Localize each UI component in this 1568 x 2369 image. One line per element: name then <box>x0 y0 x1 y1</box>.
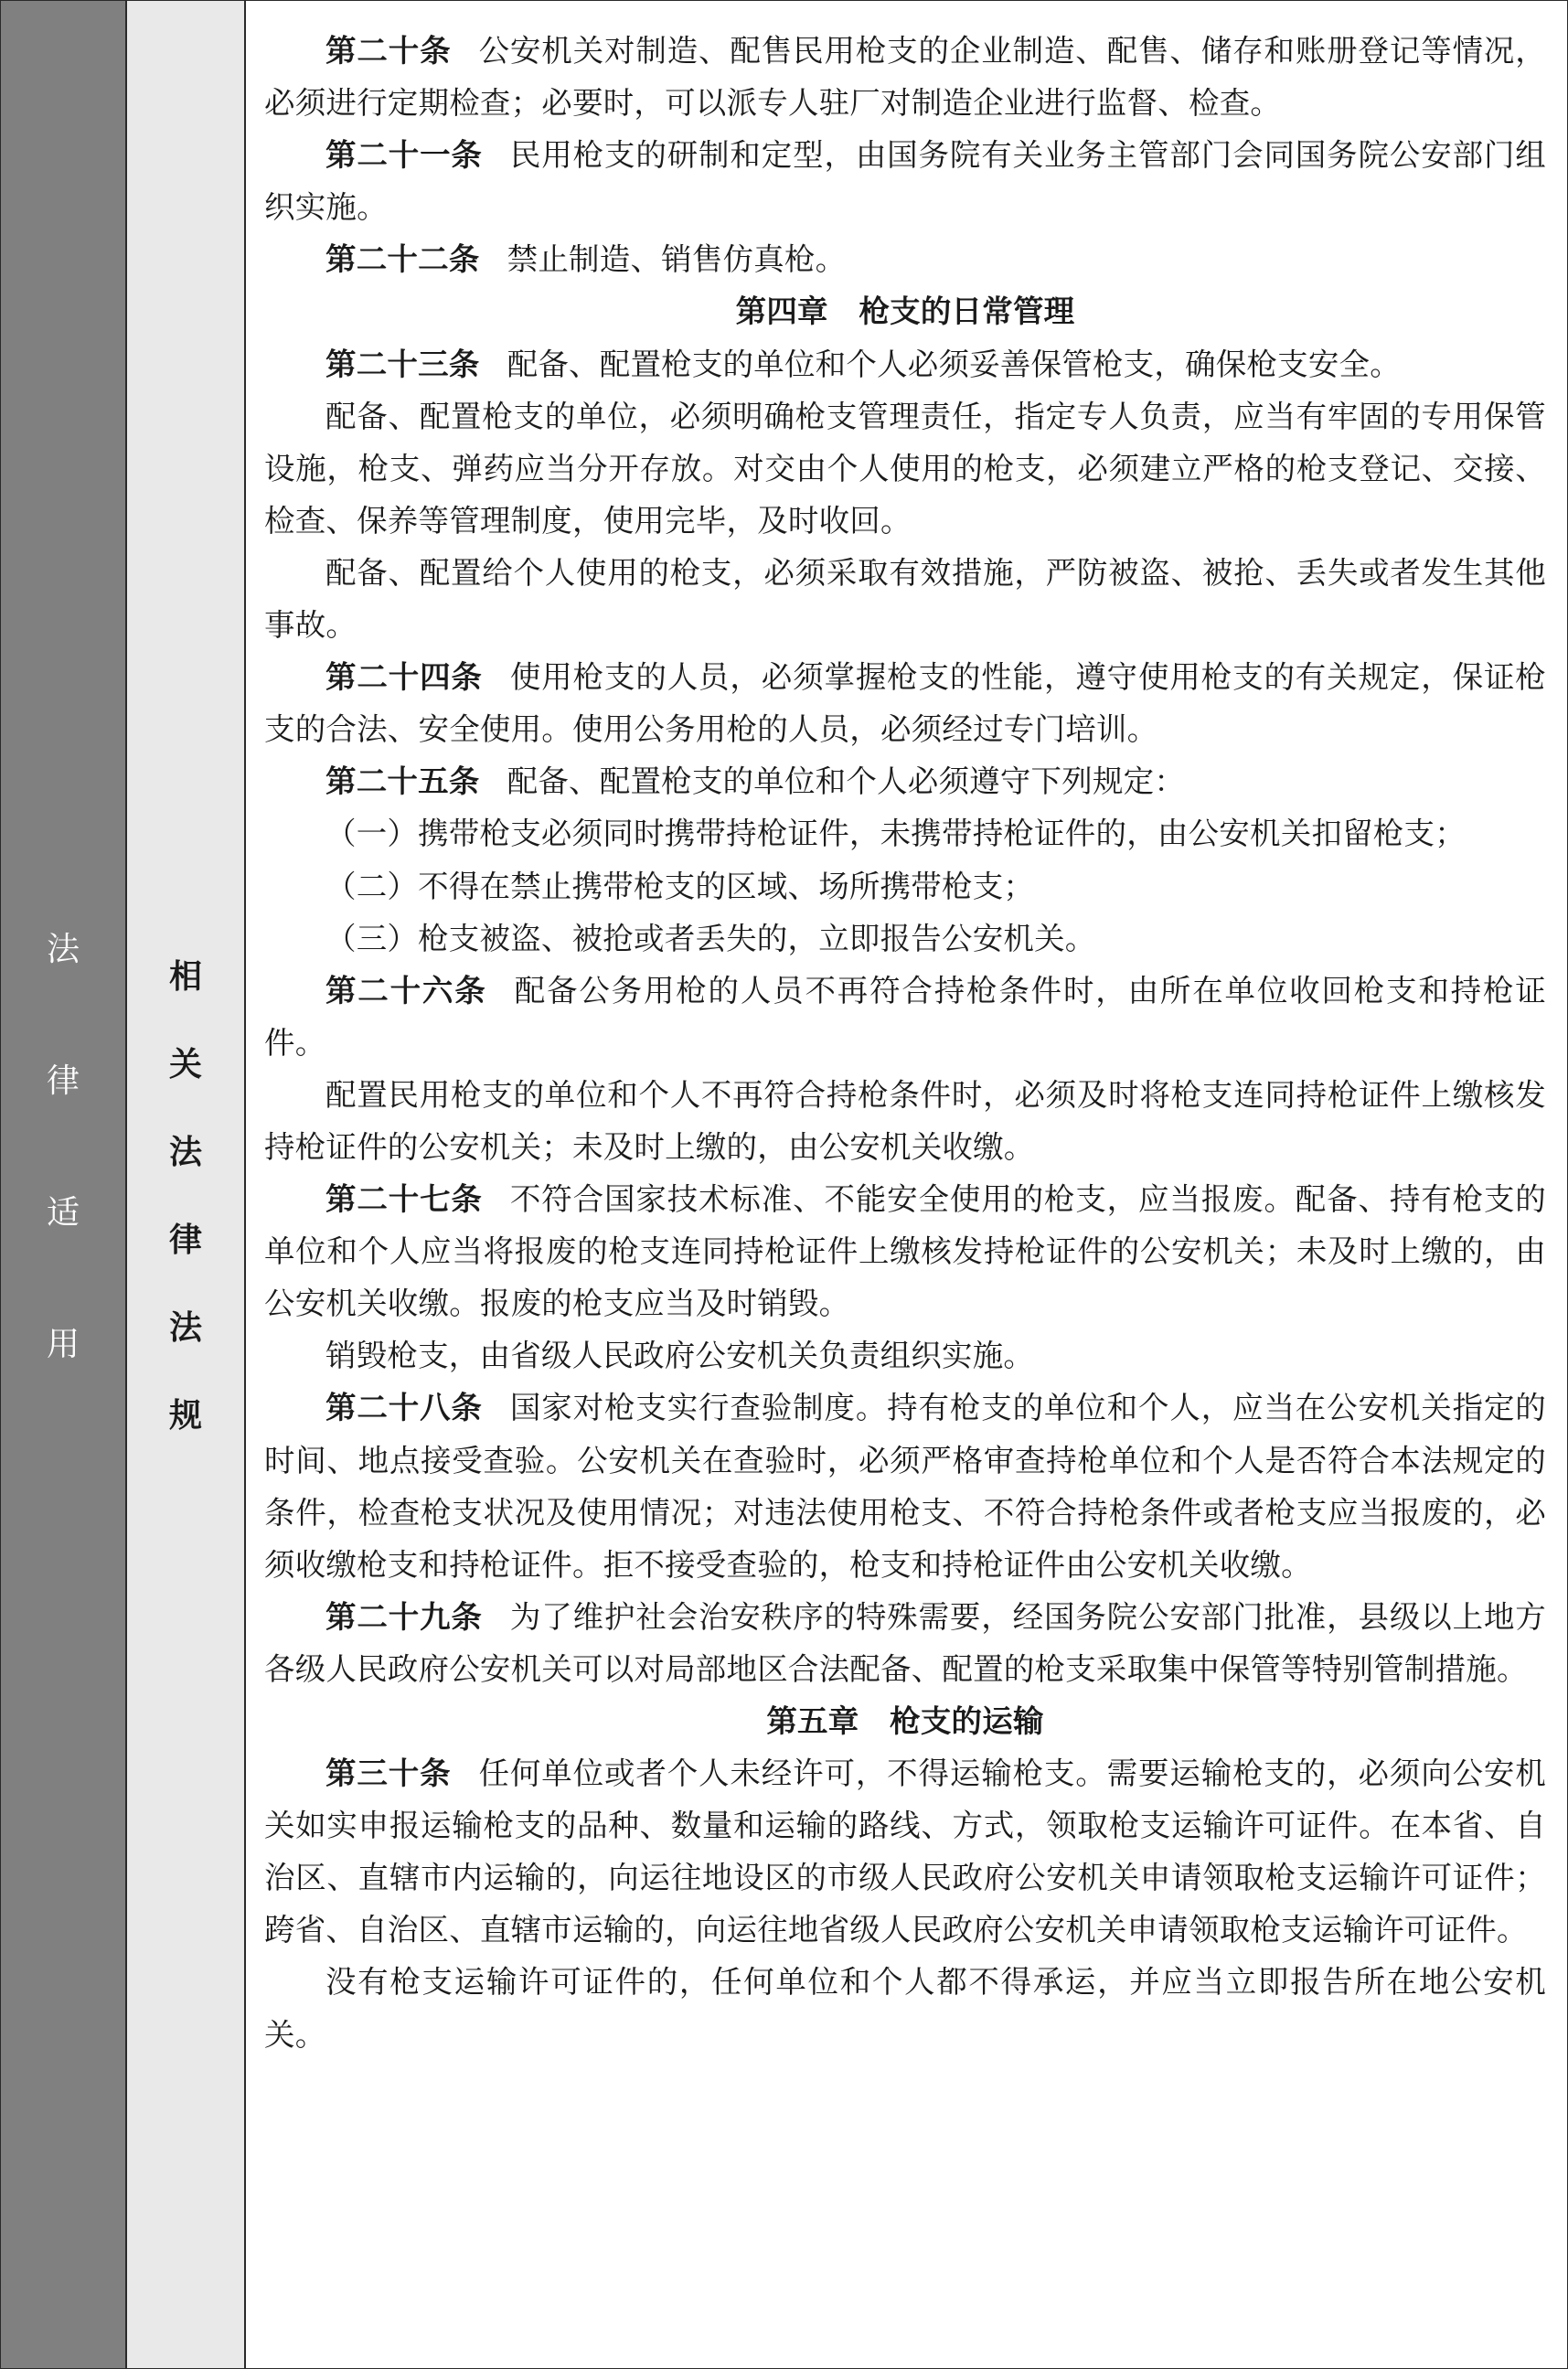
category-label-char: 适 <box>46 1194 80 1232</box>
article-paragraph <box>264 651 1546 755</box>
category-label-char: 法 <box>46 931 80 968</box>
article-number: 第二十三条 <box>325 346 480 382</box>
article-number: 第二十二条 <box>325 241 480 278</box>
article-number: 第二十四条 <box>325 659 483 696</box>
article-paragraph <box>264 1747 1546 1956</box>
paragraph-text: 民用枪支的研制和定型，由国务院有关业务主管部门会同国务院公安部门组织实施。 <box>264 137 1546 226</box>
article-paragraph <box>264 1173 1546 1329</box>
paragraph-text: 任何单位或者个人未经许可，不得运输枪支。需要运输枪支的，必须向公安机关如实申报运输枪支的品种、数量和运输的路线、方式，领取枪支运输许可证件。在本省、自治区、直辖市内运输的，向运往地设区的市级人民政府公安机关申请领取枪支运输许可证件；跨省、自治区、直辖市运输的，向运往地省级人民政府公安机关申请领取枪支运输许可证件。 <box>264 1755 1546 1948</box>
subcategory-label-char: 法 <box>168 1309 202 1347</box>
paragraph-text: 使用枪支的人员，必须掌握枪支的性能，遵守使用枪支的有关规定，保证枪支的合法、安全使用。使用公务用枪的人员，必须经过专门培训。 <box>264 659 1546 748</box>
paragraph-text: （二）不得在禁止携带枪支的区域、场所携带枪支； <box>325 868 1035 904</box>
article-paragraph <box>264 1382 1546 1590</box>
subcategory-label <box>127 952 244 1478</box>
paragraph <box>264 912 1546 965</box>
paragraph-text: 不符合国家技术标准、不能安全使用的枪支，应当报废。配备、持有枪支的单位和个人应当将报废的枪支连同持枪证件上缴核发持枪证件的公安机关；未及时上缴的，由公安机关收缴。报废的枪支应当及时销毁。 <box>264 1181 1546 1322</box>
paragraph-text: 配备、配置枪支的单位，必须明确枪支管理责任，指定专人负责，应当有牢固的专用保管设施，枪支、弹药应当分开存放。对交由个人使用的枪支，必须建立严格的枪支登记、交接、检查、保养等管理制度，使用完毕，及时收回。 <box>264 398 1546 539</box>
paragraph <box>264 807 1546 859</box>
category-label-char: 用 <box>46 1326 80 1363</box>
paragraph-text: 公安机关对制造、配售民用枪支的企业制造、配售、储存和账册登记等情况，必须进行定期检查；必要时，可以派专人驻厂对制造企业进行监督、检查。 <box>264 33 1546 122</box>
category-label <box>1 924 125 1451</box>
paragraph <box>264 1069 1546 1173</box>
paragraph <box>264 547 1546 651</box>
article-number: 第二十六条 <box>325 972 487 1008</box>
article-paragraph <box>264 25 1546 129</box>
article-paragraph <box>264 338 1546 390</box>
paragraph <box>264 390 1546 547</box>
category-label-char: 律 <box>46 1062 80 1100</box>
paragraph-text: 国家对枪支实行查验制度。持有枪支的单位和个人，应当在公安机关指定的时间、地点接受查验。公安机关在查验时，必须严格审查持枪单位和个人是否符合本法规定的条件，检查枪支状况及使用情况；对违法使用枪支、不符合持枪条件或者枪支应当报废的，必须收缴枪支和持枪证件。拒不接受查验的，枪支和持枪证件由公安机关收缴。 <box>264 1390 1546 1583</box>
subcategory-label-char: 相 <box>168 958 202 996</box>
article-paragraph <box>264 129 1546 233</box>
paragraph-text: 禁止制造、销售仿真枪。 <box>507 241 847 278</box>
article-number: 第二十九条 <box>325 1598 483 1635</box>
subcategory-label-char: 关 <box>168 1046 202 1083</box>
article-number: 第二十五条 <box>325 763 480 800</box>
law-text-body <box>264 25 1546 2061</box>
paragraph <box>264 1329 1546 1382</box>
category-column <box>1 1 127 2368</box>
article-number: 第二十一条 <box>325 137 483 174</box>
paragraph-text: 配置民用枪支的单位和个人不再符合持枪条件时，必须及时将枪支连同持枪证件上缴核发持枪证件的公安机关；未及时上缴的，由公安机关收缴。 <box>264 1076 1546 1165</box>
subcategory-column <box>127 1 246 2368</box>
chapter-heading: 第五章 枪支的运输 <box>766 1703 1044 1739</box>
article-number: 第二十条 <box>325 33 452 69</box>
paragraph-text: 销毁枪支，由省级人民政府公安机关负责组织实施。 <box>325 1338 1035 1374</box>
subcategory-label-char: 法 <box>168 1134 202 1171</box>
paragraph-text: 配备公务用枪的人员不再符合持枪条件时，由所在单位收回枪支和持枪证件。 <box>264 972 1547 1061</box>
paragraph-text: 没有枪支运输许可证件的，任何单位和个人都不得承运，并应当立即报告所在地公安机关。 <box>264 1964 1546 2053</box>
article-paragraph <box>264 965 1546 1069</box>
subcategory-label-char: 律 <box>168 1222 202 1259</box>
paragraph <box>264 860 1546 912</box>
article-paragraph <box>264 755 1546 807</box>
article-number: 第二十八条 <box>325 1390 483 1426</box>
paragraph-text: 为了维护社会治安秩序的特殊需要，经国务院公安部门批准，县级以上地方各级人民政府公安机关可以对局部地区合法配备、配置的枪支采取集中保管等特别管制措施。 <box>264 1598 1546 1687</box>
article-number: 第二十七条 <box>325 1181 483 1218</box>
subcategory-label-char: 规 <box>168 1397 202 1435</box>
article-number: 第三十条 <box>325 1755 452 1792</box>
paragraph-text: 配备、配置枪支的单位和个人必须遵守下列规定： <box>507 763 1186 800</box>
paragraph-text: （一）携带枪支必须同时携带持枪证件，未携带持枪证件的，由公安机关扣留枪支； <box>325 816 1466 852</box>
paragraph <box>264 1956 1546 2060</box>
paragraph-text: 配备、配置给个人使用的枪支，必须采取有效措施，严防被盗、被抢、丢失或者发生其他事故。 <box>264 554 1546 644</box>
paragraph-text: （三）枪支被盗、被抢或者丢失的，立即报告公安机关。 <box>325 920 1096 956</box>
article-paragraph <box>264 233 1546 285</box>
paragraph-text: 配备、配置枪支的单位和个人必须妥善保管枪支，确保枪支安全。 <box>507 346 1401 382</box>
article-paragraph <box>264 1591 1546 1695</box>
chapter-heading: 第四章 枪支的日常管理 <box>735 293 1075 330</box>
